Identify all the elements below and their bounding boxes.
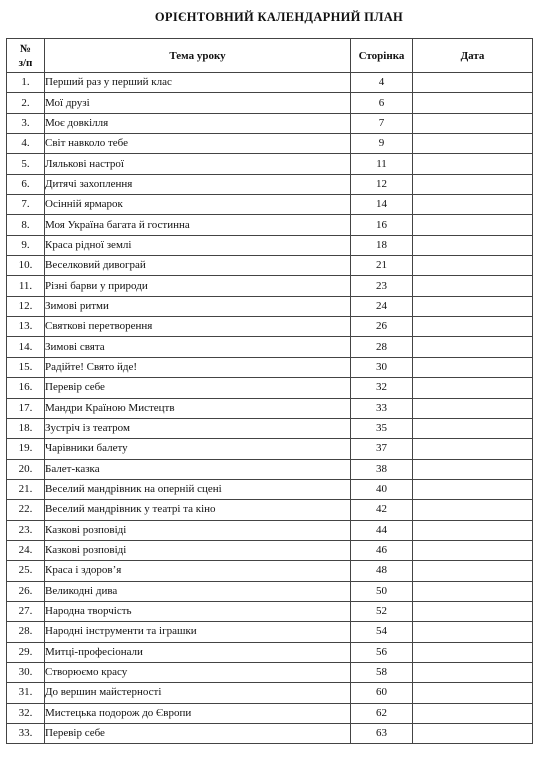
row-topic-cell: Великодні дива <box>45 581 351 601</box>
row-date-cell <box>413 174 533 194</box>
row-date-cell <box>413 337 533 357</box>
row-topic-cell: Мої друзі <box>45 93 351 113</box>
column-header-topic: Тема уроку <box>45 39 351 73</box>
row-date-cell <box>413 439 533 459</box>
row-date-cell <box>413 500 533 520</box>
row-number-cell: 3. <box>7 113 45 133</box>
row-date-cell <box>413 235 533 255</box>
row-topic-cell: Осінній ярмарок <box>45 195 351 215</box>
row-date-cell <box>413 622 533 642</box>
row-date-cell <box>413 195 533 215</box>
row-topic-cell: Лялькові настрої <box>45 154 351 174</box>
table-row <box>7 256 533 276</box>
table-row <box>7 703 533 723</box>
row-number-cell: 11. <box>7 276 45 296</box>
row-page-cell: 12 <box>351 174 413 194</box>
column-header-date: Дата <box>413 39 533 73</box>
row-number-cell: 24. <box>7 540 45 560</box>
row-topic-cell: Світ навколо тебе <box>45 134 351 154</box>
row-number-cell: 17. <box>7 398 45 418</box>
row-page-cell: 63 <box>351 724 413 744</box>
row-number-cell: 8. <box>7 215 45 235</box>
row-date-cell <box>413 520 533 540</box>
row-date-cell <box>413 540 533 560</box>
table-row <box>7 683 533 703</box>
row-page-cell: 33 <box>351 398 413 418</box>
table-row <box>7 337 533 357</box>
row-number-cell: 31. <box>7 683 45 703</box>
row-page-cell: 60 <box>351 683 413 703</box>
row-topic-cell: Різні барви у природи <box>45 276 351 296</box>
row-date-cell <box>413 256 533 276</box>
row-page-cell: 9 <box>351 134 413 154</box>
row-date-cell <box>413 134 533 154</box>
table-row <box>7 317 533 337</box>
table-row <box>7 174 533 194</box>
row-date-cell <box>413 73 533 93</box>
row-date-cell <box>413 215 533 235</box>
row-page-cell: 6 <box>351 93 413 113</box>
row-date-cell <box>413 459 533 479</box>
row-date-cell <box>413 601 533 621</box>
row-page-cell: 30 <box>351 357 413 377</box>
row-page-cell: 37 <box>351 439 413 459</box>
row-date-cell <box>413 154 533 174</box>
row-topic-cell: Зустріч із театром <box>45 418 351 438</box>
table-row <box>7 296 533 316</box>
table-row <box>7 724 533 744</box>
table-row <box>7 581 533 601</box>
row-page-cell: 24 <box>351 296 413 316</box>
row-date-cell <box>413 561 533 581</box>
column-header-number <box>7 39 45 73</box>
row-topic-cell: Веселковий дивограй <box>45 256 351 276</box>
row-page-cell: 7 <box>351 113 413 133</box>
page-title: ОРІЄНТОВНИЙ КАЛЕНДАРНИЙ ПЛАН <box>154 10 404 24</box>
row-date-cell <box>413 378 533 398</box>
row-page-cell: 14 <box>351 195 413 215</box>
row-page-cell: 28 <box>351 337 413 357</box>
table-row <box>7 520 533 540</box>
row-topic-cell: Перший раз у перший клас <box>45 73 351 93</box>
row-page-cell: 52 <box>351 601 413 621</box>
table-row <box>7 93 533 113</box>
row-page-cell: 26 <box>351 317 413 337</box>
row-number-cell: 19. <box>7 439 45 459</box>
row-page-cell: 48 <box>351 561 413 581</box>
row-topic-cell: Дитячі захоплення <box>45 174 351 194</box>
row-page-cell: 54 <box>351 622 413 642</box>
table-row <box>7 235 533 255</box>
row-date-cell <box>413 418 533 438</box>
row-page-cell: 50 <box>351 581 413 601</box>
row-date-cell <box>413 581 533 601</box>
table-row <box>7 357 533 377</box>
row-date-cell <box>413 113 533 133</box>
row-topic-cell: Перевір себе <box>45 378 351 398</box>
row-number-cell: 7. <box>7 195 45 215</box>
table-row <box>7 662 533 682</box>
row-number-cell: 32. <box>7 703 45 723</box>
table-row <box>7 113 533 133</box>
table-header-row <box>7 39 533 73</box>
row-date-cell <box>413 683 533 703</box>
row-date-cell <box>413 724 533 744</box>
row-number-cell: 2. <box>7 93 45 113</box>
row-topic-cell: Мистецька подорож до Європи <box>45 703 351 723</box>
row-number-cell: 27. <box>7 601 45 621</box>
row-date-cell <box>413 357 533 377</box>
column-header-number-part: № <box>19 42 32 55</box>
row-topic-cell: Народна творчість <box>45 601 351 621</box>
row-page-cell: 44 <box>351 520 413 540</box>
row-topic-cell: Радійте! Свято йде! <box>45 357 351 377</box>
row-date-cell <box>413 296 533 316</box>
row-page-cell: 4 <box>351 73 413 93</box>
row-topic-cell: Балет-казка <box>45 459 351 479</box>
row-page-cell: 46 <box>351 540 413 560</box>
row-topic-cell: Зимові ритми <box>45 296 351 316</box>
row-topic-cell: До вершин майстерності <box>45 683 351 703</box>
table-row <box>7 378 533 398</box>
row-date-cell <box>413 479 533 499</box>
table-row <box>7 500 533 520</box>
table-row <box>7 418 533 438</box>
row-number-cell: 18. <box>7 418 45 438</box>
row-page-cell: 58 <box>351 662 413 682</box>
row-number-cell: 14. <box>7 337 45 357</box>
row-topic-cell: Народні інструменти та іграшки <box>45 622 351 642</box>
row-date-cell <box>413 703 533 723</box>
row-page-cell: 16 <box>351 215 413 235</box>
row-topic-cell: Святкові перетворення <box>45 317 351 337</box>
table-row <box>7 215 533 235</box>
row-number-cell: 15. <box>7 357 45 377</box>
row-page-cell: 23 <box>351 276 413 296</box>
table-row <box>7 154 533 174</box>
row-number-cell: 33. <box>7 724 45 744</box>
row-topic-cell: Митці-професіонали <box>45 642 351 662</box>
row-topic-cell: Краса рідної землі <box>45 235 351 255</box>
row-number-cell: 23. <box>7 520 45 540</box>
row-topic-cell: Зимові свята <box>45 337 351 357</box>
row-number-cell: 12. <box>7 296 45 316</box>
row-date-cell <box>413 317 533 337</box>
column-header-number-part: з/п <box>18 56 33 69</box>
calendar-plan-table <box>6 38 533 744</box>
table-row <box>7 439 533 459</box>
row-topic-cell: Казкові розповіді <box>45 520 351 540</box>
table-row <box>7 601 533 621</box>
row-number-cell: 10. <box>7 256 45 276</box>
row-topic-cell: Мандри Країною Мистецтв <box>45 398 351 418</box>
row-topic-cell: Краса і здоров’я <box>45 561 351 581</box>
table-row <box>7 479 533 499</box>
row-date-cell <box>413 662 533 682</box>
table-row <box>7 459 533 479</box>
table-row <box>7 134 533 154</box>
row-page-cell: 62 <box>351 703 413 723</box>
row-number-cell: 29. <box>7 642 45 662</box>
row-page-cell: 32 <box>351 378 413 398</box>
row-topic-cell: Чарівники балету <box>45 439 351 459</box>
row-topic-cell: Створюємо красу <box>45 662 351 682</box>
row-page-cell: 18 <box>351 235 413 255</box>
row-number-cell: 1. <box>7 73 45 93</box>
row-date-cell <box>413 642 533 662</box>
row-topic-cell: Перевір себе <box>45 724 351 744</box>
column-header-page: Сторінка <box>351 39 413 73</box>
row-date-cell <box>413 276 533 296</box>
table-row <box>7 622 533 642</box>
column-header-number-label <box>19 43 33 69</box>
table-row <box>7 73 533 93</box>
table-row <box>7 540 533 560</box>
row-number-cell: 6. <box>7 174 45 194</box>
table-row <box>7 195 533 215</box>
row-number-cell: 16. <box>7 378 45 398</box>
row-number-cell: 30. <box>7 662 45 682</box>
row-topic-cell: Моя Україна багата й гостинна <box>45 215 351 235</box>
row-topic-cell: Веселий мандрівник у театрі та кіно <box>45 500 351 520</box>
row-page-cell: 42 <box>351 500 413 520</box>
row-topic-cell: Моє довкілля <box>45 113 351 133</box>
table-row <box>7 398 533 418</box>
row-number-cell: 22. <box>7 500 45 520</box>
row-number-cell: 9. <box>7 235 45 255</box>
row-page-cell: 11 <box>351 154 413 174</box>
table-row <box>7 276 533 296</box>
row-date-cell <box>413 93 533 113</box>
row-number-cell: 25. <box>7 561 45 581</box>
table-body <box>7 73 533 744</box>
row-page-cell: 35 <box>351 418 413 438</box>
row-date-cell <box>413 398 533 418</box>
row-number-cell: 20. <box>7 459 45 479</box>
row-number-cell: 26. <box>7 581 45 601</box>
row-topic-cell: Веселий мандрівник на оперній сцені <box>45 479 351 499</box>
row-page-cell: 56 <box>351 642 413 662</box>
table-row <box>7 642 533 662</box>
table-row <box>7 561 533 581</box>
row-number-cell: 28. <box>7 622 45 642</box>
row-page-cell: 38 <box>351 459 413 479</box>
row-number-cell: 13. <box>7 317 45 337</box>
row-number-cell: 21. <box>7 479 45 499</box>
row-topic-cell: Казкові розповіді <box>45 540 351 560</box>
row-page-cell: 21 <box>351 256 413 276</box>
row-number-cell: 4. <box>7 134 45 154</box>
row-number-cell: 5. <box>7 154 45 174</box>
row-page-cell: 40 <box>351 479 413 499</box>
